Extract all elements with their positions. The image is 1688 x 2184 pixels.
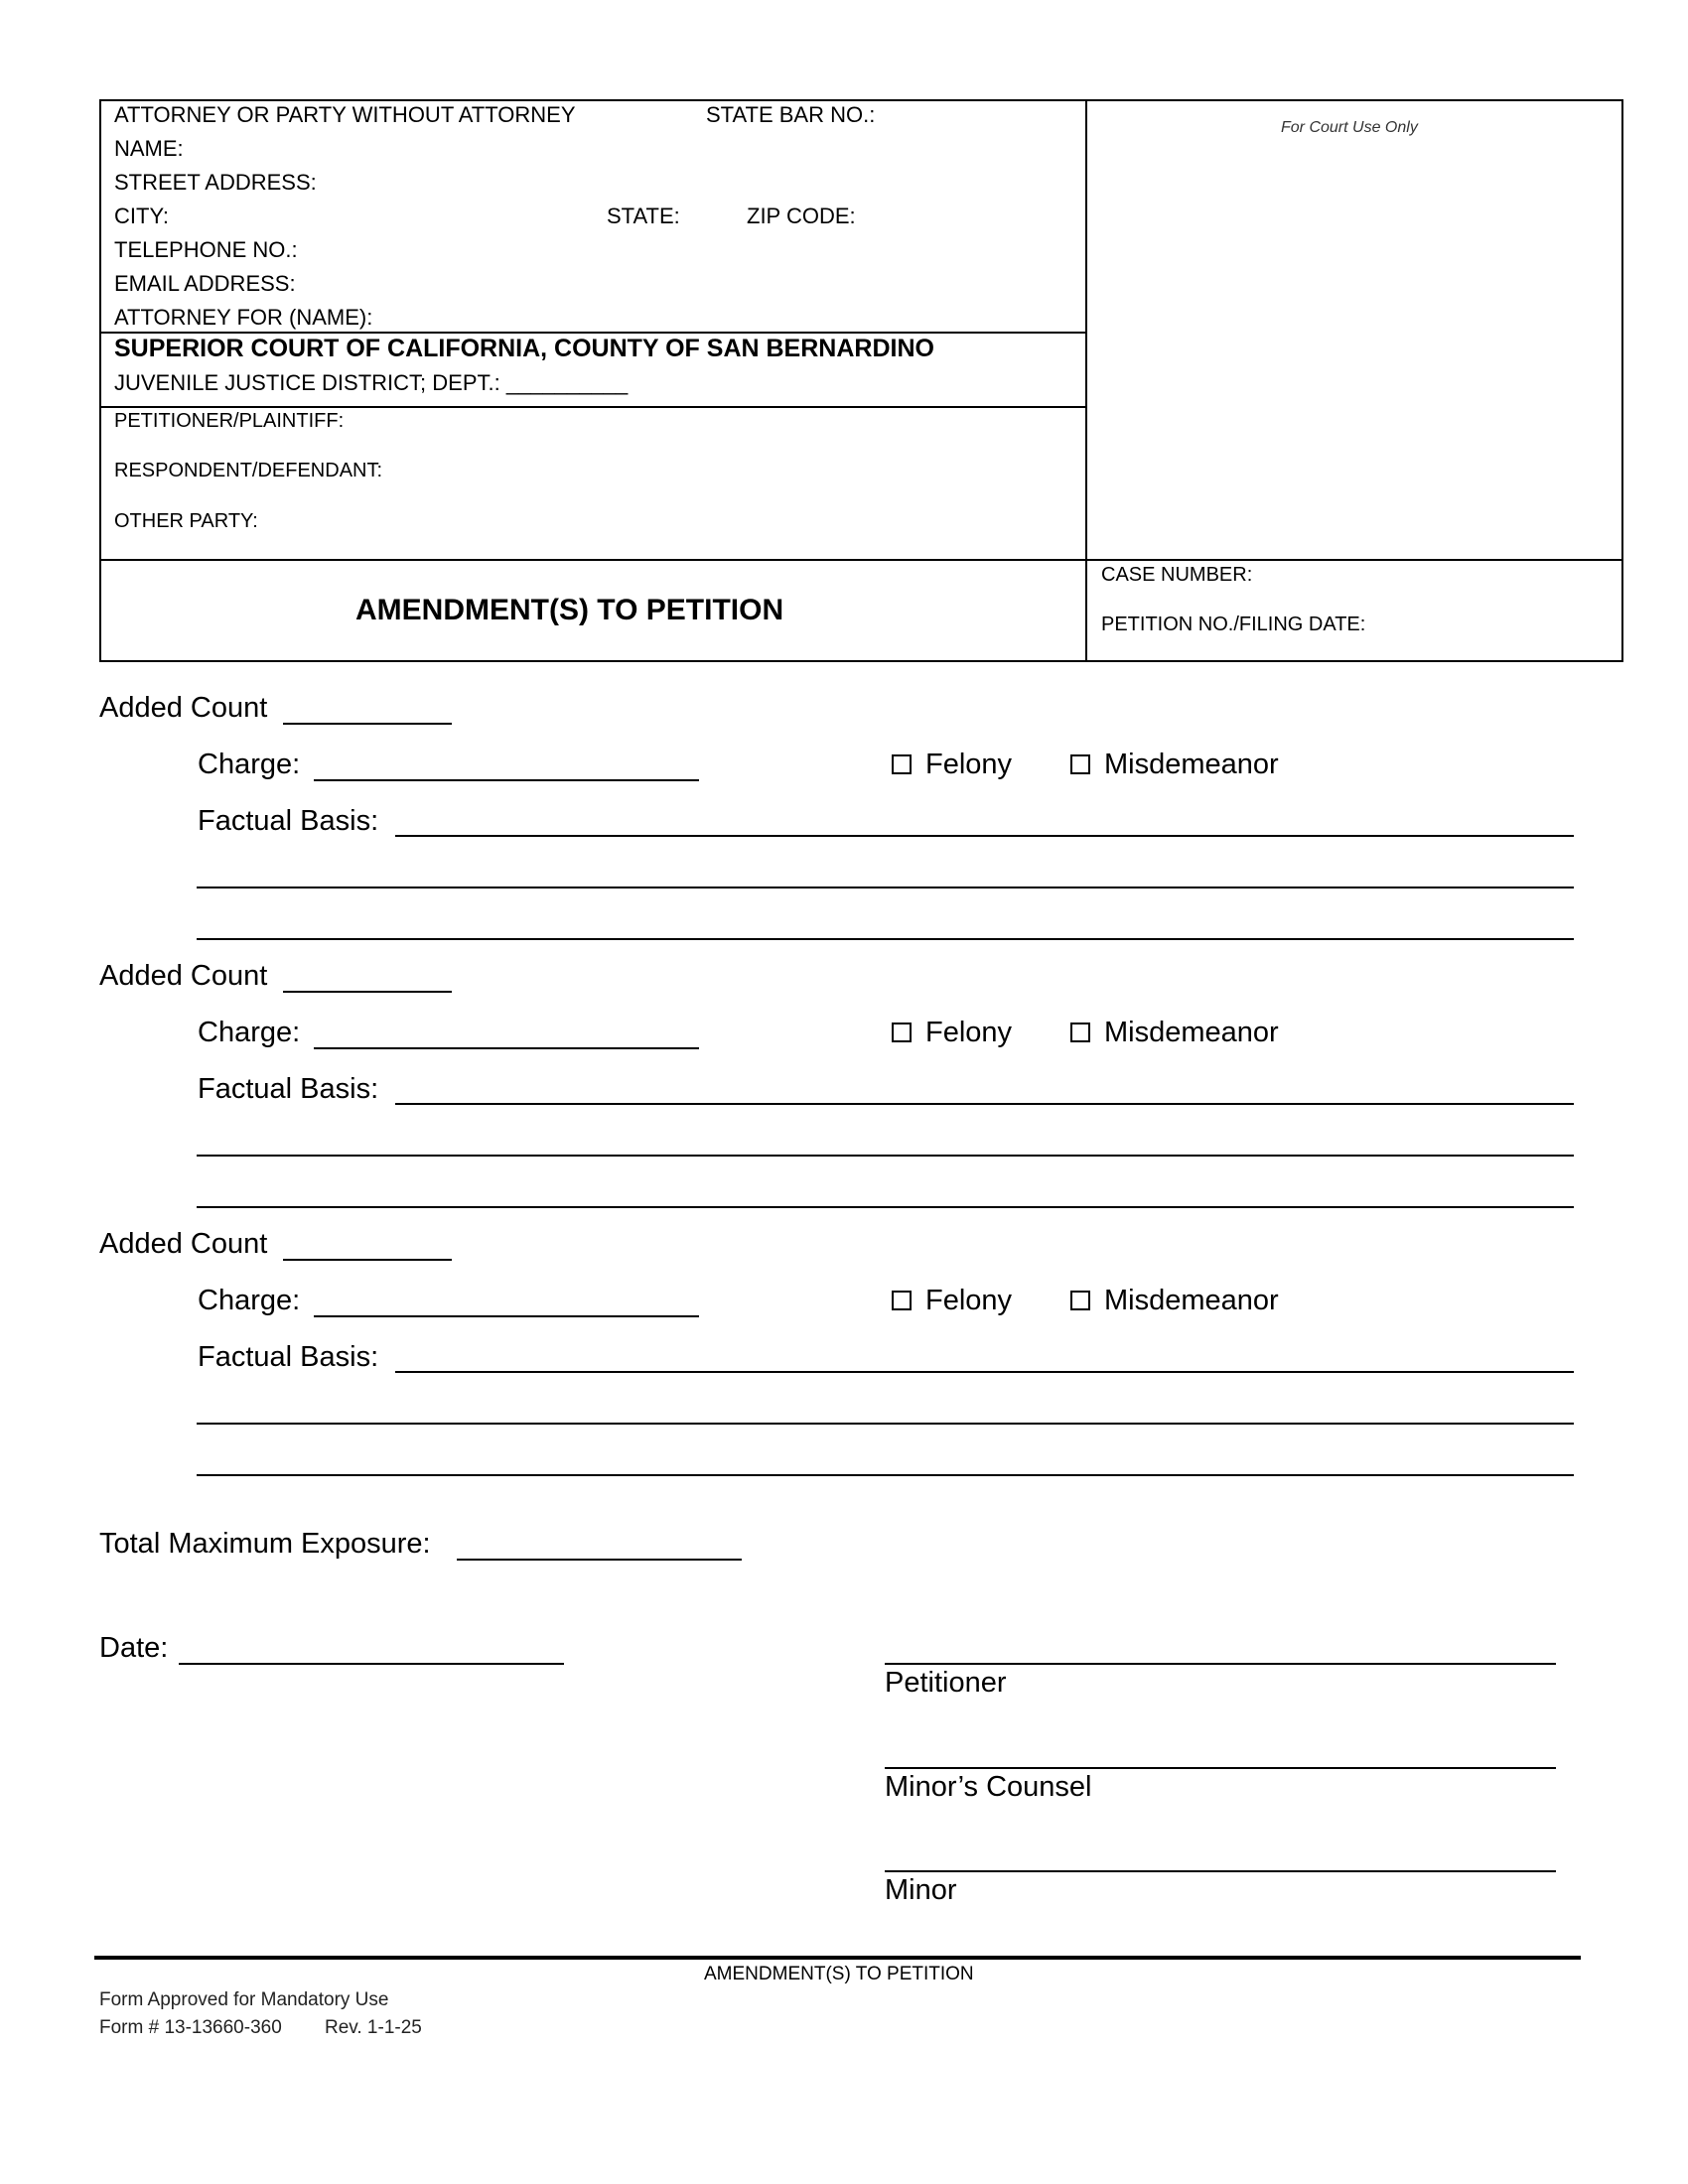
charge-field[interactable] xyxy=(314,1315,699,1317)
factual-basis-line[interactable] xyxy=(197,938,1574,940)
added-count-label: Added Count xyxy=(99,1228,268,1260)
factual-basis-line[interactable] xyxy=(197,1206,1574,1208)
street-label: STREET ADDRESS: xyxy=(114,170,317,195)
petition-no-label: PETITION NO./FILING DATE: xyxy=(1101,614,1366,635)
misdemeanor-checkbox[interactable] xyxy=(1070,754,1090,774)
footer-approved: Form Approved for Mandatory Use xyxy=(99,1989,389,2010)
court-use-label: For Court Use Only xyxy=(1281,119,1418,136)
minor-signature-label: Minor xyxy=(885,1874,957,1906)
factual-basis-label: Factual Basis: xyxy=(198,1341,379,1373)
footer-rule xyxy=(94,1956,1581,1960)
date-label: Date: xyxy=(99,1632,169,1664)
felony-checkbox[interactable] xyxy=(892,754,912,774)
state-bar-label: STATE BAR NO.: xyxy=(706,102,876,127)
exposure-label: Total Maximum Exposure: xyxy=(99,1528,431,1560)
form-title: AMENDMENT(S) TO PETITION xyxy=(355,594,784,626)
counsel-signature-label: Minor’s Counsel xyxy=(885,1771,1092,1803)
court-name: SUPERIOR COURT OF CALIFORNIA, COUNTY OF SAN BERNARDINO xyxy=(114,335,934,362)
zip-label: ZIP CODE: xyxy=(747,204,856,228)
added-count-field[interactable] xyxy=(283,991,452,993)
factual-basis-label: Factual Basis: xyxy=(198,805,379,837)
misdemeanor-option[interactable]: Misdemeanor xyxy=(1070,750,1279,779)
charge-field[interactable] xyxy=(314,779,699,781)
petitioner-signature-line[interactable] xyxy=(885,1663,1556,1665)
petitioner-label: PETITIONER/PLAINTIFF: xyxy=(114,410,345,432)
charge-field[interactable] xyxy=(314,1047,699,1049)
felony-checkbox[interactable] xyxy=(892,1291,912,1310)
state-label: STATE: xyxy=(607,204,680,228)
factual-basis-line[interactable] xyxy=(395,1371,1574,1373)
minor-signature-line[interactable] xyxy=(885,1870,1556,1872)
charge-label: Charge: xyxy=(198,1017,301,1048)
added-count-field[interactable] xyxy=(283,1259,452,1261)
district-label: JUVENILE JUSTICE DISTRICT; DEPT.: __________ xyxy=(114,370,629,395)
misdemeanor-checkbox[interactable] xyxy=(1070,1023,1090,1042)
factual-basis-line[interactable] xyxy=(197,1474,1574,1476)
added-count-label: Added Count xyxy=(99,960,268,992)
factual-basis-line[interactable] xyxy=(197,887,1574,888)
factual-basis-line[interactable] xyxy=(197,1155,1574,1157)
other-party-label: OTHER PARTY: xyxy=(114,510,258,532)
court-rule-bottom xyxy=(99,406,1086,408)
felony-checkbox[interactable] xyxy=(892,1023,912,1042)
added-count-label: Added Count xyxy=(99,692,268,724)
footer-title: AMENDMENT(S) TO PETITION xyxy=(704,1964,974,1984)
counsel-signature-line[interactable] xyxy=(885,1767,1556,1769)
email-label: EMAIL ADDRESS: xyxy=(114,271,296,296)
factual-basis-line[interactable] xyxy=(197,1423,1574,1425)
added-count-field[interactable] xyxy=(283,723,452,725)
footer-form-number: Form # 13-13660-360 xyxy=(99,2017,282,2038)
petitioner-signature-label: Petitioner xyxy=(885,1667,1007,1699)
felony-option[interactable]: Felony xyxy=(892,1018,1012,1047)
city-label: CITY: xyxy=(114,204,170,228)
felony-option[interactable]: Felony xyxy=(892,750,1012,779)
misdemeanor-option[interactable]: Misdemeanor xyxy=(1070,1018,1279,1047)
title-rule xyxy=(99,559,1623,561)
telephone-label: TELEPHONE NO.: xyxy=(114,237,298,262)
court-rule-top xyxy=(99,332,1086,334)
attorney-label: ATTORNEY OR PARTY WITHOUT ATTORNEY xyxy=(114,102,576,127)
exposure-field[interactable] xyxy=(457,1559,742,1561)
respondent-label: RESPONDENT/DEFENDANT: xyxy=(114,460,383,481)
caption-divider xyxy=(1085,99,1087,662)
misdemeanor-checkbox[interactable] xyxy=(1070,1291,1090,1310)
footer-revision: Rev. 1-1-25 xyxy=(325,2017,422,2038)
misdemeanor-option[interactable]: Misdemeanor xyxy=(1070,1286,1279,1315)
date-field[interactable] xyxy=(179,1663,564,1665)
felony-option[interactable]: Felony xyxy=(892,1286,1012,1315)
factual-basis-line[interactable] xyxy=(395,1103,1574,1105)
factual-basis-label: Factual Basis: xyxy=(198,1073,379,1105)
attorney-for-label: ATTORNEY FOR (NAME): xyxy=(114,305,373,330)
case-number-label: CASE NUMBER: xyxy=(1101,564,1253,586)
charge-label: Charge: xyxy=(198,1285,301,1316)
name-label: NAME: xyxy=(114,136,184,161)
charge-label: Charge: xyxy=(198,749,301,780)
factual-basis-line[interactable] xyxy=(395,835,1574,837)
